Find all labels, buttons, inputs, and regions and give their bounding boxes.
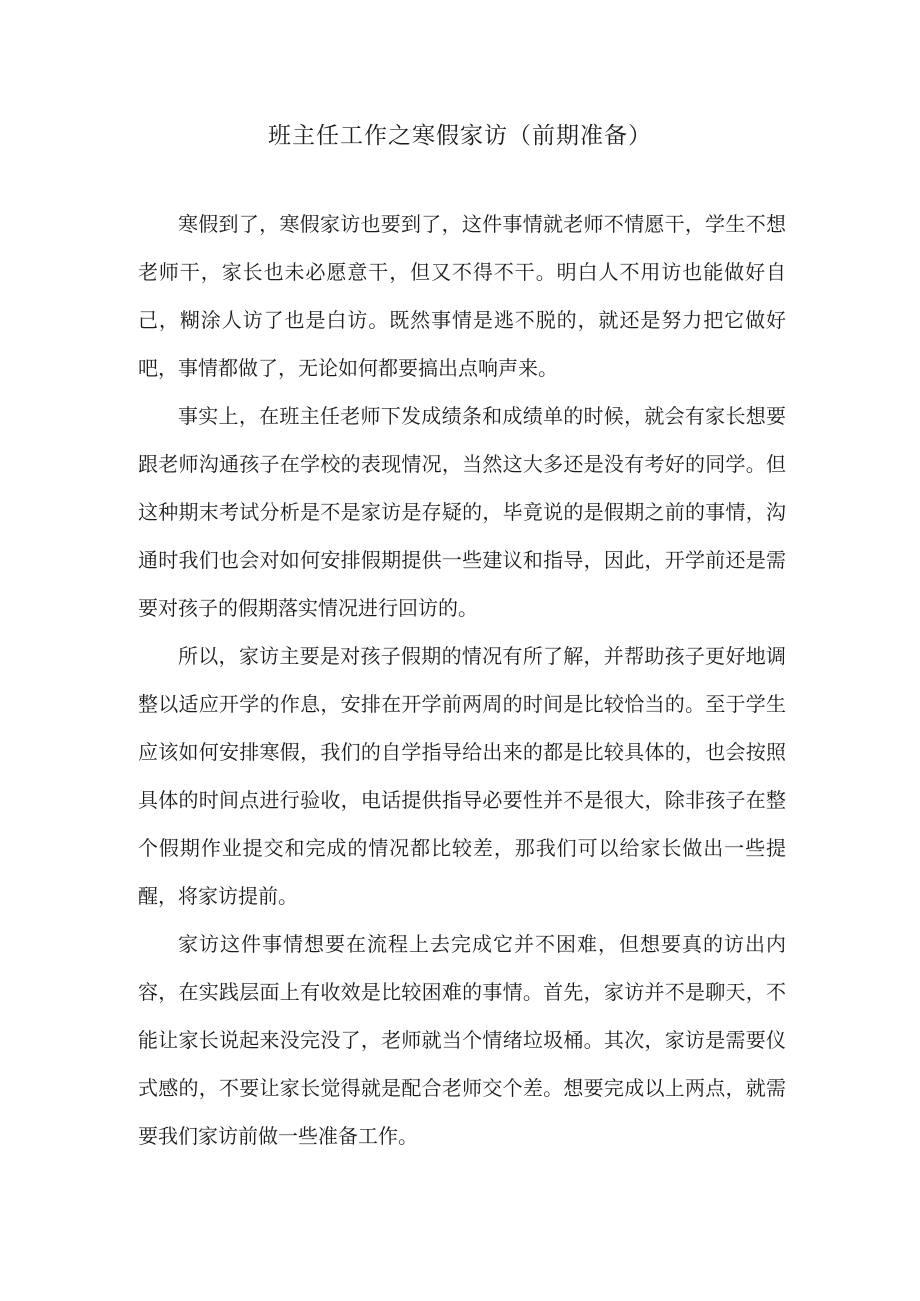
paragraph-4: 家访这件事情想要在流程上去完成它并不困难，但想要真的访出内容，在实践层面上有收效是比较困难的事情。首先，家访并不是聊天，不能让家长说起来没完没了，老师就当个情绪垃圾桶。其次，家访是需要仪式感的，不要让家长觉得就是配合老师交个差。想要完成以上两点，就需要我们家访前做一些准备工作。	[138, 932, 786, 1148]
document-body	[138, 200, 786, 1160]
document-title: 班主任工作之寒假家访（前期准备）	[268, 123, 652, 149]
paragraph-3: 所以，家访主要是对孩子假期的情况有所了解，并帮助孩子更好地调整以适应开学的作息，安排在开学前两周的时间是比较恰当的。至于学生应该如何安排寒假，我们的自学指导给出来的都是比较具体的，也会按照具体的时间点进行验收，电话提供指导必要性并不是很大，除非孩子在整个假期作业提交和完成的情况都比较差，那我们可以给家长做出一些提醒，将家访提前。	[138, 644, 786, 908]
paragraph-1: 寒假到了，寒假家访也要到了，这件事情就老师不情愿干，学生不想老师干，家长也未必愿意干，但又不得不干。明白人不用访也能做好自己，糊涂人访了也是白访。既然事情是逃不脱的，就还是努力把它做好吧，事情都做了，无论如何都要搞出点响声来。	[138, 212, 786, 380]
paragraph-2: 事实上，在班主任老师下发成绩条和成绩单的时候，就会有家长想要跟老师沟通孩子在学校的表现情况，当然这大多还是没有考好的同学。但这种期末考试分析是不是家访是存疑的，毕竟说的是假期之前的事情，沟通时我们也会对如何安排假期提供一些建议和指导，因此，开学前还是需要对孩子的假期落实情况进行回访的。	[138, 404, 786, 620]
